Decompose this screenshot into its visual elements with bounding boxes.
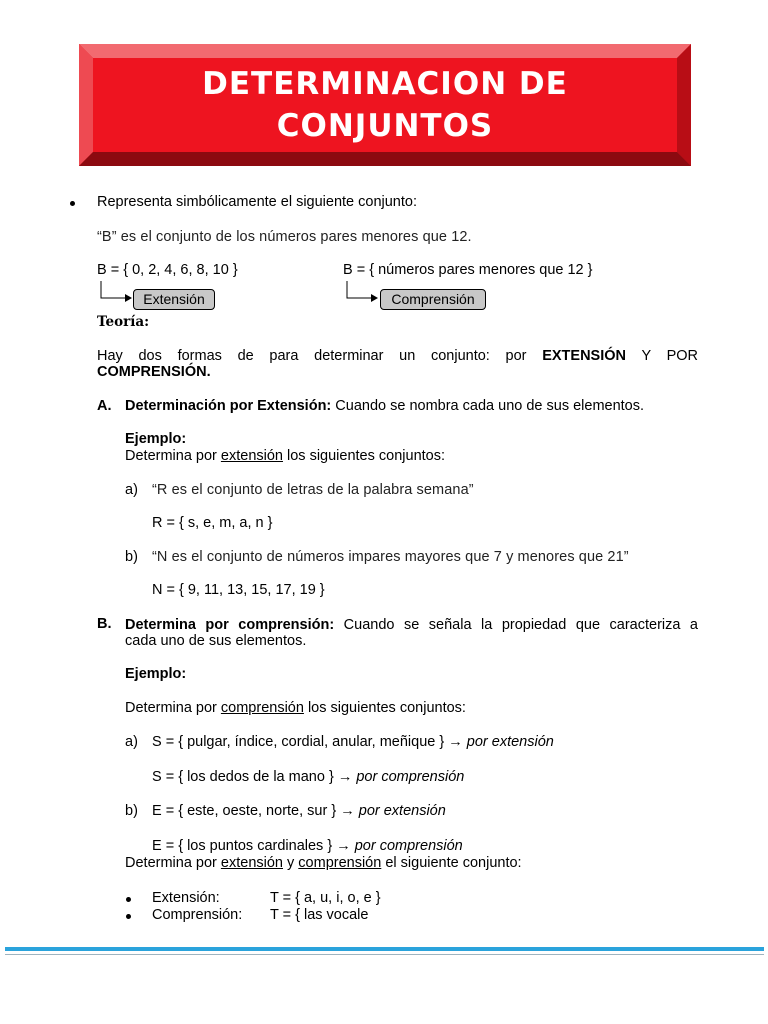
section-a-intro-after: los siguientes conjuntos: — [287, 448, 446, 464]
section-b-marker: B. — [97, 616, 112, 632]
section-b-item-a-ext-set: S = { pulgar, índice, cordial, anular, meñique } — [152, 734, 445, 750]
section-b-item-b-ext-set: E = { este, oeste, norte, sur } — [152, 803, 337, 819]
comprehension-arrow-icon — [343, 281, 383, 305]
section-b-intro-after: los siguientes conjuntos: — [307, 700, 466, 716]
final-item-2-value: T = { las vocale — [270, 907, 369, 923]
section-b-item-a-comp-note: por comprensión — [356, 769, 465, 785]
comprehension-label-box: Comprensión — [380, 289, 486, 310]
footer-rule — [5, 947, 764, 951]
section-a-item-b-marker: b) — [125, 549, 138, 565]
teoria-text-start: Hay dos formas de para determinar un conjunto: por — [97, 348, 527, 364]
section-b-title: Determina por comprensión: — [125, 617, 335, 633]
teoria-comprension: COMPRENSIÓN. — [97, 364, 211, 380]
bullet-icon — [126, 897, 131, 902]
comprehension-set: B = { números pares menores que 12 } — [343, 262, 593, 278]
right-arrow-icon: → — [336, 838, 351, 854]
intro-statement: “B” es el conjunto de los números pares menores que 12. — [97, 229, 472, 245]
teoria-heading: Teoría: — [97, 314, 150, 330]
section-b-item-a-marker: a) — [125, 734, 138, 750]
section-a-heading — [125, 398, 644, 414]
section-b-item-b-marker: b) — [125, 803, 138, 819]
section-b-item-a-ext-note: por extensión — [466, 734, 554, 750]
section-b-item-a-comp-set: S = { los dedos de la mano } — [152, 769, 334, 785]
title-line-2: CONJUNTOS — [276, 108, 494, 144]
bullet-icon — [126, 914, 131, 919]
section-b-item-b-ext-note: por extensión — [358, 803, 446, 819]
right-arrow-icon: → — [448, 734, 463, 750]
section-b-text-line1: Cuando se señala la propiedad que caracteriza a — [343, 617, 698, 633]
final-item-1-label: Extensión: — [152, 890, 220, 906]
section-b-intro-before: Determina por — [125, 700, 217, 716]
final-item-2-label: Comprensión: — [152, 907, 243, 923]
final-intro-before: Determina por — [125, 855, 217, 871]
section-b-example-intro — [125, 700, 466, 716]
section-b-intro-underlined: comprensión — [220, 700, 304, 716]
final-intro — [125, 855, 522, 871]
right-arrow-icon: → — [340, 803, 355, 819]
teoria-and: Y POR — [641, 348, 699, 364]
final-intro-mid: y — [287, 855, 295, 871]
bullet-icon — [70, 201, 75, 206]
footer-rule-thin — [5, 954, 764, 955]
section-b-item-a-ext — [152, 734, 554, 750]
section-b-item-b-ext — [152, 803, 446, 819]
intro-instruction: Representa simbólicamente el siguiente conjunto: — [97, 194, 417, 210]
final-item-1-value: T = { a, u, i, o, e } — [270, 890, 381, 906]
teoria-paragraph-line1 — [97, 347, 698, 365]
section-b-example-heading: Ejemplo: — [125, 666, 187, 682]
section-b-text-line2: cada uno de sus elementos. — [125, 633, 307, 649]
section-b-item-a-comp — [152, 769, 464, 785]
section-a-example-heading: Ejemplo: — [125, 431, 187, 447]
section-a-marker: A. — [97, 398, 112, 414]
section-a-intro-underlined: extensión — [220, 448, 283, 464]
final-intro-underlined-1: extensión — [220, 855, 283, 871]
section-b-heading-line1 — [125, 616, 698, 634]
section-a-item-a-answer: R = { s, e, m, a, n } — [152, 515, 273, 531]
section-b-item-b-comp-note: por comprensión — [354, 838, 463, 854]
final-intro-underlined-2: comprensión — [298, 855, 382, 871]
section-b-item-b-comp-set: E = { los puntos cardinales } — [152, 838, 333, 854]
section-a-item-b-statement: “N es el conjunto de números impares mayores que 7 y menores que 21” — [152, 549, 629, 565]
section-a-text: Cuando se nombra cada uno de sus elementos. — [335, 398, 645, 414]
section-a-intro-before: Determina por — [125, 448, 217, 464]
extension-set: B = { 0, 2, 4, 6, 8, 10 } — [97, 262, 238, 278]
section-a-title: Determinación por Extensión: — [125, 398, 332, 414]
title-line-1: DETERMINACION DE — [202, 66, 568, 102]
section-a-item-a-statement: “R es el conjunto de letras de la palabra semana” — [152, 482, 474, 498]
title-banner — [79, 44, 691, 166]
section-b-item-b-comp — [152, 838, 463, 854]
section-a-example-intro — [125, 448, 445, 464]
section-a-item-a-marker: a) — [125, 482, 138, 498]
teoria-extension: EXTENSIÓN — [542, 348, 627, 364]
section-a-item-b-answer: N = { 9, 11, 13, 15, 17, 19 } — [152, 582, 325, 598]
final-intro-after: el siguiente conjunto: — [385, 855, 522, 871]
extension-label-box: Extensión — [133, 289, 215, 310]
right-arrow-icon: → — [337, 769, 353, 785]
extension-arrow-icon — [97, 281, 137, 305]
